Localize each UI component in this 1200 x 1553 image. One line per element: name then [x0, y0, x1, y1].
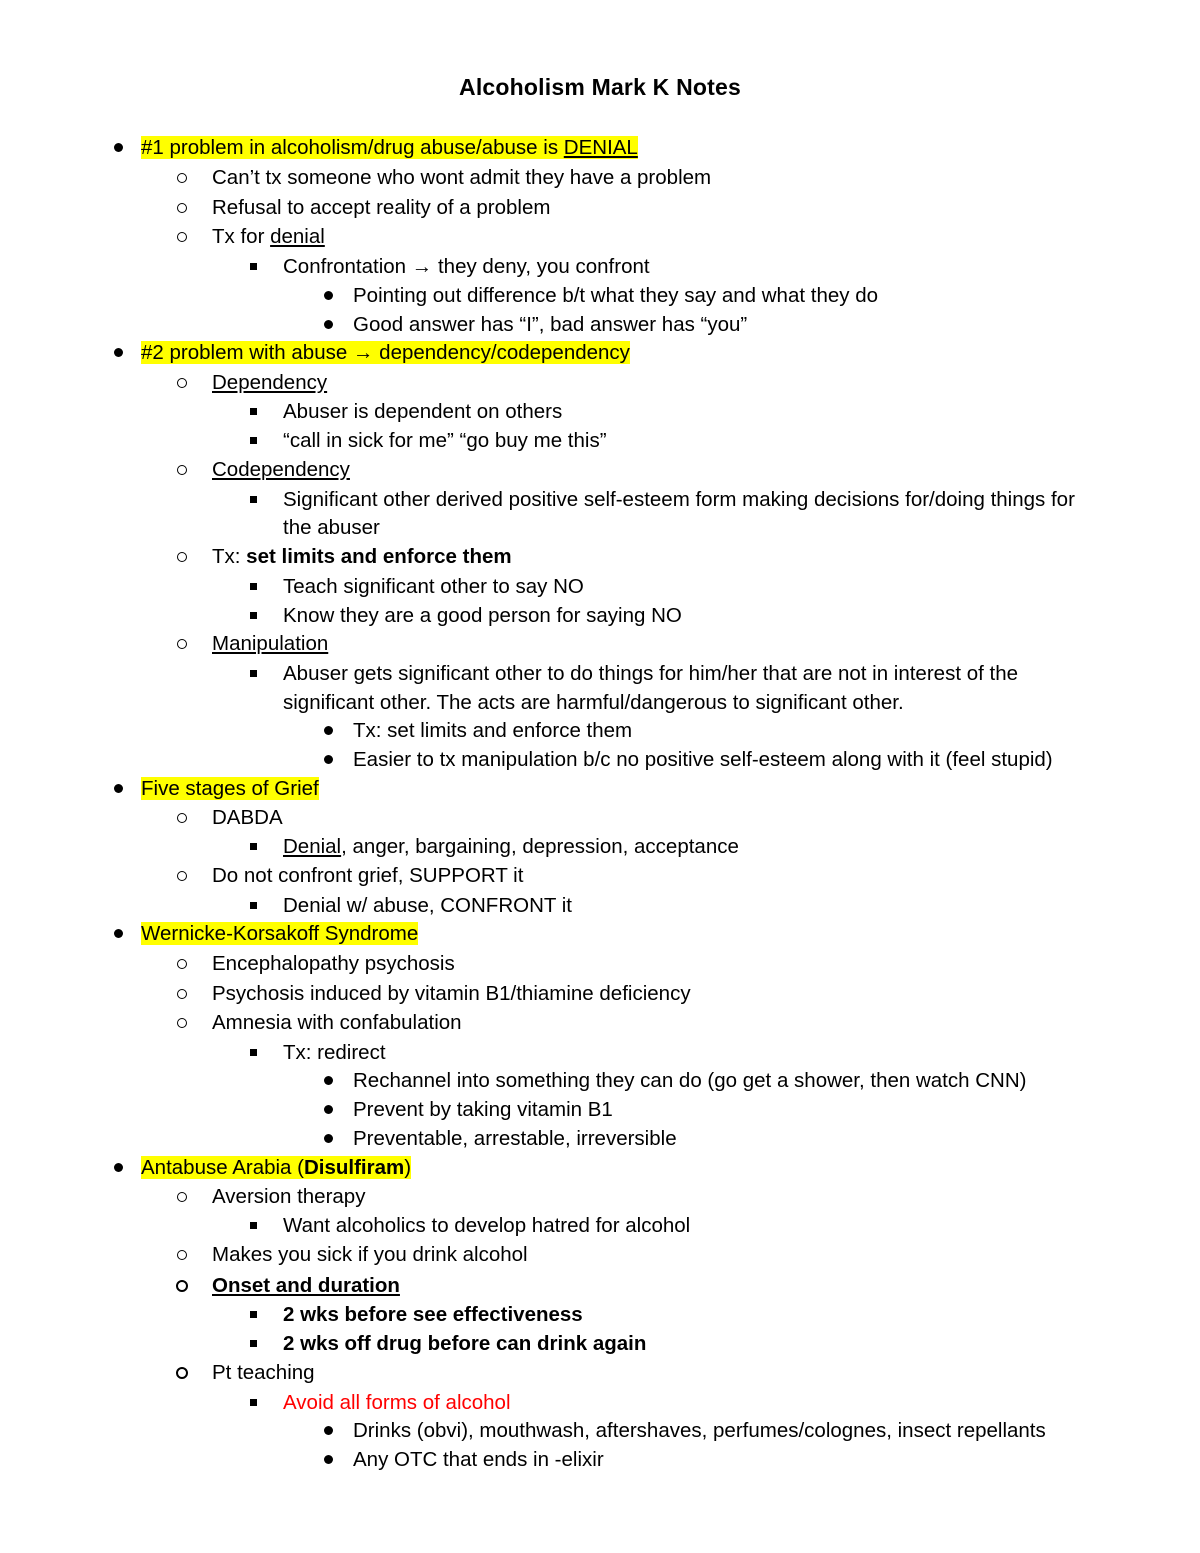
circle-bullet-icon: [172, 193, 192, 222]
list-item: Significant other derived positive self-esteem form making decisions for/doing things for: [283, 488, 1075, 511]
text: #1 problem in alcoholism/drug abuse/abuse is: [141, 136, 564, 159]
bullet-icon: [318, 310, 338, 339]
list-item: [141, 774, 319, 803]
list-item: Aversion therapy: [212, 1185, 366, 1208]
arrow-icon: →: [411, 255, 433, 278]
list-item: Codependency: [212, 458, 350, 481]
list-item: [141, 1153, 411, 1182]
circle-bullet-icon: [172, 1182, 192, 1211]
circle-bullet-icon: [172, 1358, 192, 1387]
underlined-text: denial: [270, 225, 325, 248]
circle-bullet-icon: [172, 455, 192, 484]
bold-text: set limits and enforce them: [246, 545, 512, 568]
bullet-icon: [108, 774, 128, 803]
list-item: [141, 338, 630, 367]
list-item: 2 wks off drug before can drink again: [283, 1332, 647, 1355]
circle-bullet-icon: [172, 979, 192, 1008]
list-item: Onset and duration: [212, 1274, 400, 1297]
square-bullet-icon: [243, 485, 263, 514]
list-item: Denial w/ abuse, CONFRONT it: [283, 894, 572, 917]
circle-bullet-icon: [172, 803, 192, 832]
circle-bullet-icon: [172, 629, 192, 658]
list-item: Can’t tx someone who wont admit they have a problem: [212, 166, 712, 189]
square-bullet-icon: [243, 397, 263, 426]
list-item: Manipulation: [212, 632, 329, 655]
highlighted-text: [141, 136, 638, 159]
list-item: Prevent by taking vitamin B1: [353, 1098, 613, 1121]
circle-bullet-icon: [172, 222, 192, 251]
list-item: [141, 133, 638, 162]
list-item: Dependency: [212, 371, 328, 394]
list-item: [141, 919, 418, 948]
text: #2 problem with abuse: [141, 341, 353, 364]
square-bullet-icon: [243, 659, 263, 688]
bullet-icon: [318, 1124, 338, 1153]
list-item: Rechannel into something they can do (go get a shower, then watch CNN): [353, 1069, 1027, 1092]
list-item: Tx: set limits and enforce them: [353, 719, 633, 742]
list-item: Want alcoholics to develop hatred for alcohol: [283, 1214, 691, 1237]
text: Confrontation: [283, 255, 412, 278]
text: ): [404, 1156, 412, 1179]
bullet-icon: [318, 1066, 338, 1095]
list-item: Psychosis induced by vitamin B1/thiamine deficiency: [212, 982, 691, 1005]
list-item-continuation: the abuser: [283, 516, 380, 539]
list-item: Abuser gets significant other to do things for him/her that are not in interest of the: [283, 662, 1018, 685]
bullet-icon: [318, 745, 338, 774]
circle-bullet-icon: [172, 1271, 192, 1300]
text: Antabuse Arabia (: [141, 1156, 304, 1179]
list-item: Abuser is dependent on others: [283, 400, 563, 423]
list-item: Do not confront grief, SUPPORT it: [212, 864, 524, 887]
bullet-icon: [318, 1095, 338, 1124]
list-item: Pointing out difference b/t what they say and what they do: [353, 284, 878, 307]
circle-bullet-icon: [172, 1240, 192, 1269]
bullet-icon: [108, 1153, 128, 1182]
text: , anger, bargaining, depression, acceptance: [341, 835, 739, 858]
list-item-continuation: significant other. The acts are harmful/dangerous to significant other.: [283, 691, 904, 714]
list-item: Makes you sick if you drink alcohol: [212, 1243, 528, 1266]
bullet-icon: [108, 133, 128, 162]
list-item: Know they are a good person for saying NO: [283, 604, 682, 627]
list-item: Easier to tx manipulation b/c no positive self-esteem along with it (feel stupid): [353, 748, 1053, 771]
list-item: Encephalopathy psychosis: [212, 952, 455, 975]
list-item: 2 wks before see effectiveness: [283, 1303, 583, 1326]
square-bullet-icon: [243, 1329, 263, 1358]
list-item: Any OTC that ends in -elixir: [353, 1448, 604, 1471]
bullet-icon: [318, 281, 338, 310]
text: dependency/codependency: [373, 341, 630, 364]
list-item: “call in sick for me” “go buy me this”: [283, 429, 607, 452]
list-item: Teach significant other to say NO: [283, 575, 584, 598]
text: Tx:: [212, 545, 247, 568]
circle-bullet-icon: [172, 861, 192, 890]
circle-bullet-icon: [172, 1008, 192, 1037]
highlighted-text: Wernicke-Korsakoff Syndrome: [141, 922, 419, 945]
list-item: DABDA: [212, 806, 283, 829]
bullet-icon: [108, 919, 128, 948]
text: they deny, you confront: [432, 255, 650, 278]
square-bullet-icon: [243, 891, 263, 920]
square-bullet-icon: [243, 832, 263, 861]
square-bullet-icon: [243, 1038, 263, 1067]
list-item: Good answer has “I”, bad answer has “you”: [353, 313, 748, 336]
list-item: Amnesia with confabulation: [212, 1011, 462, 1034]
list-item: Refusal to accept reality of a problem: [212, 196, 551, 219]
bullet-icon: [318, 716, 338, 745]
list-item: Avoid all forms of alcohol: [283, 1391, 511, 1414]
list-item: Drinks (obvi), mouthwash, aftershaves, perfumes/colognes, insect repellants: [353, 1419, 1046, 1442]
square-bullet-icon: [243, 252, 263, 281]
list-item: Tx: redirect: [283, 1041, 386, 1064]
list-item: Pt teaching: [212, 1361, 315, 1384]
circle-bullet-icon: [172, 163, 192, 192]
list-item: [283, 252, 650, 281]
circle-bullet-icon: [172, 542, 192, 571]
arrow-icon: →: [352, 341, 374, 364]
square-bullet-icon: [243, 601, 263, 630]
square-bullet-icon: [243, 426, 263, 455]
highlighted-text: [141, 341, 630, 364]
square-bullet-icon: [243, 1211, 263, 1240]
highlighted-text: [141, 1156, 411, 1179]
list-item: Preventable, arrestable, irreversible: [353, 1127, 677, 1150]
list-item: [212, 222, 325, 251]
bullet-icon: [108, 338, 128, 367]
square-bullet-icon: [243, 572, 263, 601]
square-bullet-icon: [243, 1300, 263, 1329]
list-item: [283, 832, 739, 861]
text: Tx for: [212, 225, 271, 248]
bullet-icon: [318, 1445, 338, 1474]
square-bullet-icon: [243, 1388, 263, 1417]
underlined-text: Denial: [283, 835, 342, 858]
bold-text: Disulfiram: [303, 1156, 405, 1179]
bullet-icon: [318, 1416, 338, 1445]
highlighted-text: Five stages of Grief: [141, 777, 319, 800]
list-item: [212, 542, 512, 571]
circle-bullet-icon: [172, 368, 192, 397]
document-title: Alcoholism Mark K Notes: [459, 74, 741, 100]
circle-bullet-icon: [172, 949, 192, 978]
underlined-text: DENIAL: [563, 136, 638, 159]
